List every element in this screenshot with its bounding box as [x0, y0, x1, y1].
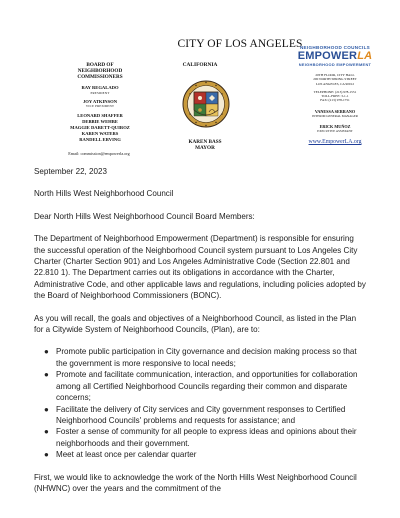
- empowerla-block: [283, 45, 387, 145]
- executive-assistant: [283, 124, 387, 133]
- board-title-line: NEIGHBORHOOD: [77, 68, 123, 75]
- goals-list: [34, 346, 366, 460]
- empowerla-logo-top: NEIGHBORHOOD COUNCILS: [299, 45, 371, 50]
- list-item: [34, 449, 366, 460]
- paragraph-goals-intro: As you will recall, the goals and objectives of a Neighborhood Council, as listed in the Plan for a Citywide System of Neighborhood Councils, (Plan), are to:: [34, 313, 357, 335]
- phone-line: FAX: (213) 978-1751: [320, 98, 350, 103]
- mayor-block: [165, 139, 245, 151]
- letter-recipient: North Hills West Neighborhood Council: [34, 189, 174, 199]
- empowerla-logo: [283, 50, 387, 62]
- member-name: LEONARD SHAFFER: [77, 113, 123, 119]
- commissioners-block: [52, 62, 148, 142]
- city-title: CITY OF LOS ANGELES: [177, 38, 303, 50]
- board-title: [52, 62, 148, 81]
- paragraph-acknowledgement: First, we would like to acknowledge the work of the North Hills West Neighborhood Council (NHWNC) over the years and the commitment of the: [34, 472, 357, 493]
- phone-line: TELEPHONE: (213) 978-1551: [313, 89, 357, 94]
- president-role: PRESIDENT: [90, 90, 110, 95]
- address-line: LOS ANGELES, CA 90012: [315, 81, 355, 86]
- general-manager-role: INTERIM GENERAL MANAGER: [312, 113, 358, 118]
- member-name: DEBBIE WEHBE: [82, 119, 118, 125]
- goal-text: Meet at least once per calendar quarter: [56, 450, 197, 460]
- bullet-icon: ●: [44, 347, 49, 357]
- mayor-name: KAREN BASS: [188, 139, 222, 145]
- goal-text: Foster a sense of community for all people to express ideas and opinions about their neighborhoods and their government.: [56, 427, 357, 448]
- office-address: [283, 73, 387, 86]
- list-item: [34, 404, 366, 427]
- board-title-line: BOARD OF: [86, 62, 114, 68]
- paragraph-responsibility: The Department of Neighborhood Empowerment (Department) is responsible for ensuring the successful operation of the Neighborhood Council system pursuant to Los Angeles City Charter (Charter Section 901) and Los Angeles Administrative Code (Section 22.801 and 22.810 1). The Department carries out its obligations in accordance with the Charter, Administrative Code, and other applicable laws and regulations, including policies adopted by the Board of Neighborhood Commissioners (BONC).: [34, 234, 366, 301]
- president: [52, 85, 148, 94]
- city-seal-icon: [182, 72, 230, 136]
- empowerla-logo-bottom: NEIGHBORHOOD EMPOWERMENT: [298, 62, 372, 67]
- state-label: CALIFORNIA: [182, 62, 218, 68]
- member-name: MAGGIE DARETT-QUIROZ: [70, 125, 130, 131]
- website-link[interactable]: www.EmpowerLA.org: [308, 138, 362, 145]
- address-line: 20TH FLOOR, CITY HALL: [315, 73, 355, 77]
- list-item: [34, 346, 366, 369]
- vice-president: [52, 99, 148, 108]
- goal-text: Promote public participation in City governance and decision making process so that the government is more responsive to local needs;: [56, 347, 357, 368]
- office-phones: [283, 90, 387, 103]
- list-item: [34, 369, 366, 403]
- letter-date: September 22, 2023: [34, 167, 107, 176]
- executive-assistant-name: ERICK MUÑOZ: [319, 123, 351, 129]
- letter-salutation: Dear North Hills West Neighborhood Council Board Members:: [34, 211, 255, 221]
- letter-body: [34, 166, 366, 505]
- bullet-icon: ●: [44, 450, 49, 460]
- commission-email: Email: commission@empowerla.org: [68, 151, 130, 156]
- executive-assistant-role: EXECUTIVE ASSISTANT: [317, 128, 353, 133]
- vice-president-name: JOY ATKINSON: [82, 99, 118, 105]
- commissioner-members: [52, 113, 148, 142]
- vice-president-role: VICE PRESIDENT: [85, 104, 115, 109]
- empowerla-logo-la: LA: [357, 50, 373, 62]
- bullet-icon: ●: [44, 404, 49, 414]
- president-name: RAY REGALADO: [81, 85, 119, 91]
- board-title-line: COMMISSIONERS: [77, 74, 123, 81]
- empowerla-logo-main: EMPOWER: [297, 50, 358, 62]
- member-name: KAREN WATERS: [81, 130, 119, 136]
- bullet-icon: ●: [44, 427, 49, 437]
- bullet-icon: ●: [44, 370, 49, 380]
- general-manager-name: VANESSA SERRANO: [314, 108, 356, 114]
- mayor-title: MAYOR: [195, 145, 215, 152]
- list-item: [34, 426, 366, 449]
- goal-text: Promote and facilitate communication, interaction, and opportunities for collaboration among all Certified Neighborhood Councils regarding their common and disparate concerns;: [56, 370, 358, 403]
- phone-line: TOLL-FREE: 3-1-1: [321, 94, 349, 99]
- goal-text: Facilitate the delivery of City services and City government responses to Certified Neighborhood Councils' problems and requests for assistance; and: [56, 404, 346, 425]
- member-name: RANDELL ERVING: [79, 136, 121, 142]
- address-line: 200 NORTH SPRING STREET: [313, 77, 357, 82]
- general-manager: [283, 109, 387, 118]
